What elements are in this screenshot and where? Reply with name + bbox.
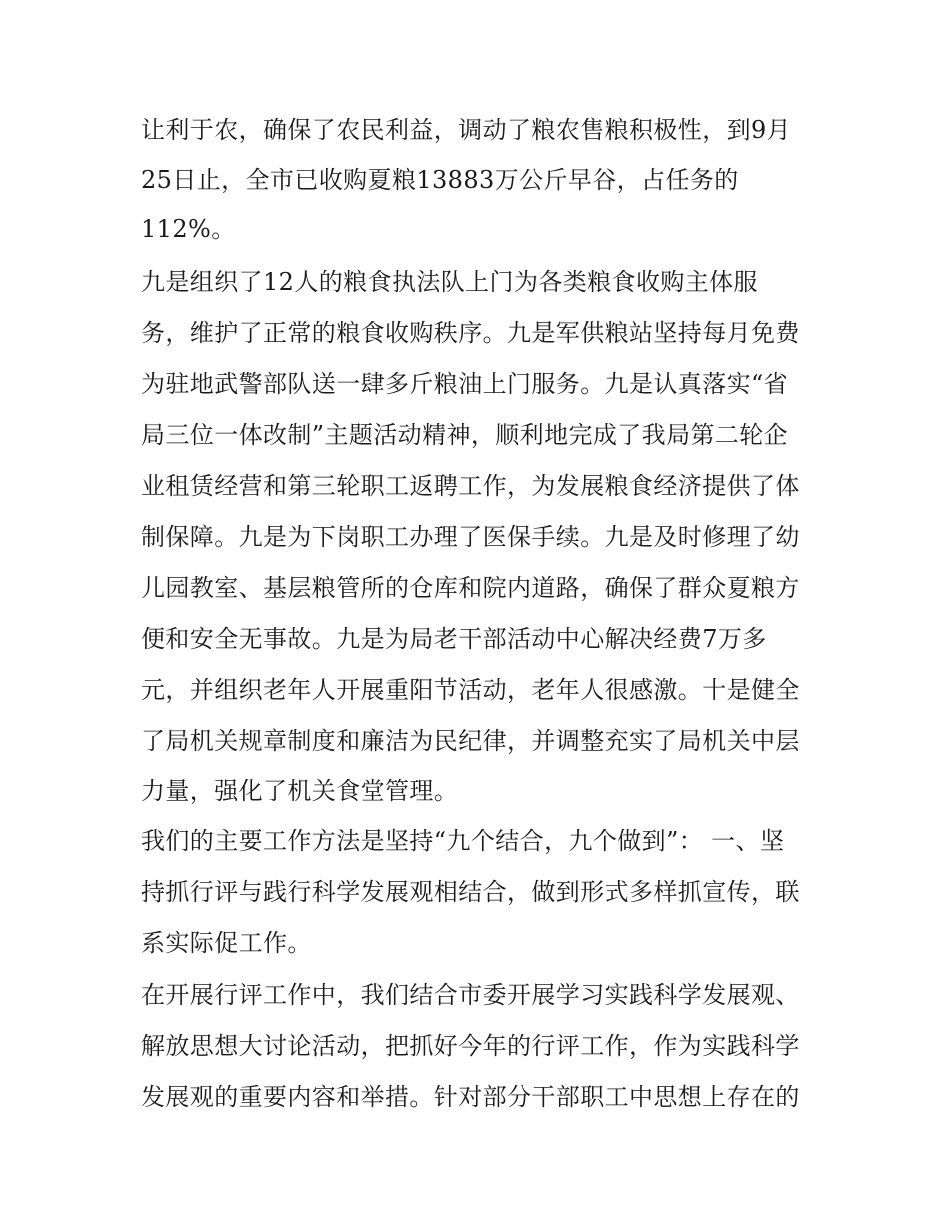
- text-line: 务，维护了正常的粮食收购秩序。九是军供粮站坚持每月免费: [141, 319, 800, 347]
- text-line: 系实际促工作。: [141, 929, 312, 957]
- text-line: 制保障。九是为下岗职工办理了医保手续。九是及时修理了幼: [141, 523, 800, 551]
- text-line: 在开展行评工作中，我们结合市委开展学习实践科学发展观、: [141, 981, 800, 1009]
- text-line: 发展观的重要内容和举措。针对部分干部职工中思想上存在的: [141, 1083, 800, 1111]
- text-line: 解放思想大讨论活动，把抓好今年的行评工作，作为实践科学: [141, 1032, 800, 1060]
- text-line: 持抓行评与践行科学发展观相结合，做到形式多样抓宣传，联: [141, 878, 800, 906]
- text-line: 力量，强化了机关食堂管理。: [141, 777, 459, 805]
- text-line: 九是组织了12人的粮食执法队上门为各类粮食收购主体服: [141, 268, 758, 296]
- text-line: 元，并组织老年人开展重阳节活动，老年人很感激。十是健全: [141, 676, 800, 704]
- text-line: 儿园教室、基层粮管所的仓库和院内道路，确保了群众夏粮方: [141, 574, 800, 602]
- text-line: 局三位一体改制”主题活动精神，顺利地完成了我局第二轮企: [141, 421, 789, 449]
- text-line: 我们的主要工作方法是坚持“九个结合，九个做到”： 一、坚: [141, 827, 785, 855]
- text-line: 112%。: [141, 215, 236, 243]
- text-line: 便和安全无事故。九是为局老干部活动中心解决经费7万多: [141, 625, 767, 653]
- text-line: 为驻地武警部队送一肆多斤粮油上门服务。九是认真落实“省: [141, 370, 789, 398]
- text-line: 25日止，全市已收购夏粮13883万公斤早谷，占任务的: [141, 166, 739, 194]
- text-line: 了局机关规章制度和廉洁为民纪律，并调整充实了局机关中层: [141, 727, 800, 755]
- text-line: 业租赁经营和第三轮职工返聘工作，为发展粮食经济提供了体: [141, 472, 800, 500]
- text-line: 让利于农，确保了农民利益，调动了粮农售粮积极性，到9月: [141, 116, 792, 144]
